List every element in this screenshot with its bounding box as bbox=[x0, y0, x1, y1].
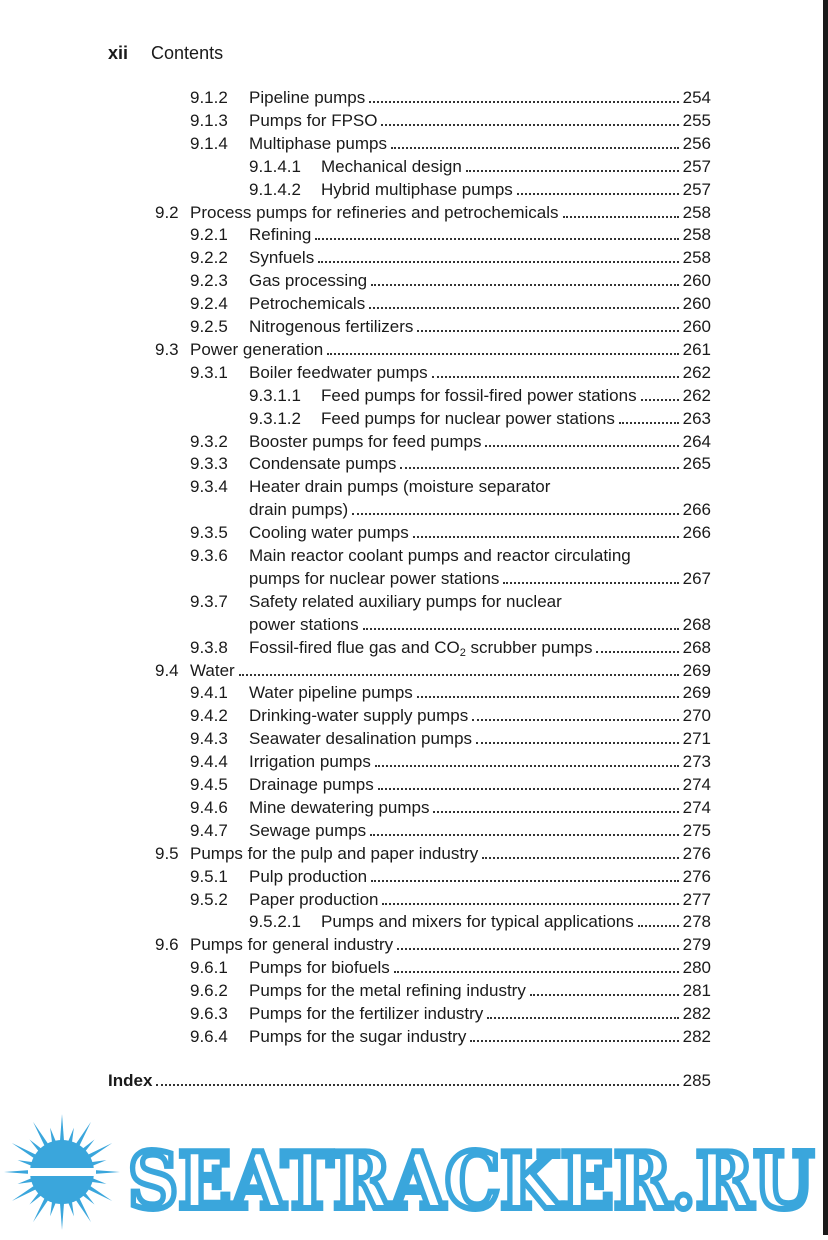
dot-leader bbox=[400, 452, 678, 469]
toc-entry-number: 9.6.3 bbox=[190, 1004, 228, 1023]
toc-entry-title: Pumps for the fertilizer industry bbox=[249, 1004, 484, 1023]
toc-entry-number: 9.1.3 bbox=[190, 110, 228, 130]
toc-entry-page: 282 bbox=[682, 1026, 711, 1046]
toc-entry[interactable] bbox=[190, 704, 711, 727]
sun-ray bbox=[33, 1122, 49, 1147]
toc-entry-page: 276 bbox=[682, 866, 711, 886]
page-edge bbox=[823, 0, 828, 1235]
toc-entry[interactable] bbox=[190, 315, 711, 338]
toc-entry[interactable] bbox=[190, 361, 711, 384]
toc-entry-number: 9.4.5 bbox=[190, 775, 228, 794]
toc-entry-title: drain pumps) bbox=[249, 500, 349, 520]
toc-entry[interactable] bbox=[190, 521, 711, 544]
dot-leader bbox=[517, 178, 679, 195]
toc-entry-number: 9.1.4.2 bbox=[249, 179, 301, 199]
toc-entry-title: Hybrid multiphase pumps bbox=[321, 179, 513, 199]
toc-entry-title: Drainage pumps bbox=[249, 775, 374, 794]
toc-entry-title: Boiler feedwater pumps bbox=[249, 362, 428, 382]
dot-leader bbox=[369, 292, 678, 309]
toc-entry-page: 273 bbox=[682, 752, 711, 772]
sun-ray bbox=[87, 1185, 112, 1201]
toc-entry-page: 270 bbox=[682, 706, 711, 726]
toc-entry-title: Paper production bbox=[249, 889, 379, 909]
toc-entry-title: Pumps and mixers for typical applications bbox=[321, 912, 634, 932]
toc-entry[interactable] bbox=[190, 590, 711, 613]
dot-leader bbox=[503, 567, 678, 584]
dot-leader bbox=[378, 773, 679, 790]
toc-entry-title: Water bbox=[190, 660, 235, 680]
toc-entry[interactable] bbox=[249, 178, 711, 201]
dot-leader bbox=[596, 636, 678, 653]
toc-entry-title: Feed pumps for nuclear power stations bbox=[321, 408, 615, 428]
dot-leader bbox=[318, 246, 678, 263]
toc-entry-number: 9.1.4 bbox=[190, 133, 228, 153]
toc-entry-title: Gas processing bbox=[249, 271, 368, 291]
toc-entry-number: 9.2.3 bbox=[190, 271, 228, 291]
toc-entry-title bbox=[249, 636, 592, 659]
sun-ray bbox=[60, 1114, 64, 1142]
toc-entry-page: 255 bbox=[682, 110, 711, 130]
toc-entry-page: 258 bbox=[682, 225, 711, 245]
toc-entry-number: 9.3.1.2 bbox=[249, 408, 301, 428]
toc-entry[interactable] bbox=[190, 475, 711, 498]
toc-entry[interactable] bbox=[190, 132, 711, 155]
toc-entry-page: 279 bbox=[682, 935, 711, 955]
toc-entry-title: Pumps for FPSO bbox=[249, 110, 378, 130]
toc-entry-title: power stations bbox=[249, 614, 359, 634]
toc-entry-page: 263 bbox=[682, 408, 711, 428]
toc-entry[interactable] bbox=[155, 933, 711, 956]
toc-entry-title-text: Fossil-fired flue gas and CO bbox=[249, 637, 460, 657]
toc-entry[interactable] bbox=[190, 956, 711, 979]
toc-entry[interactable] bbox=[190, 796, 711, 819]
dot-leader bbox=[432, 361, 679, 378]
toc-entry-number: 9.3.1.1 bbox=[249, 385, 301, 405]
toc-entry[interactable] bbox=[190, 888, 711, 911]
toc-entry-number: 9.3.8 bbox=[190, 637, 228, 657]
toc-entry-number: 9.2.5 bbox=[190, 317, 228, 336]
toc-entry[interactable] bbox=[190, 727, 711, 750]
toc-entry-title: Pumps for the pulp and paper industry bbox=[190, 843, 479, 863]
dot-leader bbox=[638, 910, 679, 927]
toc-entry-number: 9.6.4 bbox=[190, 1026, 228, 1046]
toc-entry[interactable] bbox=[190, 544, 711, 567]
page-header bbox=[108, 40, 223, 66]
dot-leader bbox=[417, 315, 678, 332]
toc-entry[interactable] bbox=[155, 659, 711, 682]
watermark bbox=[0, 1112, 828, 1235]
toc-entry-page: 262 bbox=[682, 385, 711, 405]
dot-leader bbox=[417, 681, 679, 698]
toc-entry-page: 282 bbox=[682, 1004, 711, 1023]
toc-entry-number: 9.5.2.1 bbox=[249, 912, 301, 932]
toc-entry-number: 9.1.2 bbox=[190, 88, 228, 107]
toc-entry-page: 278 bbox=[682, 912, 711, 932]
subscript: 2 bbox=[459, 646, 466, 659]
toc-entry[interactable] bbox=[190, 681, 711, 704]
sun-ray bbox=[12, 1143, 37, 1159]
toc-entry-number: 9.3 bbox=[155, 339, 179, 359]
toc-entry-number: 9.3.3 bbox=[190, 454, 228, 474]
toc-entry[interactable] bbox=[249, 407, 711, 430]
sun-ray bbox=[75, 1122, 91, 1147]
toc-entry-number: 9.5 bbox=[155, 843, 179, 863]
toc-entry-title: Cooling water pumps bbox=[249, 523, 409, 543]
toc-entry-title: Sewage pumps bbox=[249, 820, 367, 840]
dot-leader bbox=[472, 704, 678, 721]
dot-leader bbox=[371, 865, 678, 882]
toc-entry-page: 269 bbox=[682, 683, 711, 703]
dot-leader bbox=[369, 86, 678, 103]
toc-entry[interactable] bbox=[190, 865, 711, 888]
toc-entry-page: 281 bbox=[682, 981, 711, 1001]
sun-ray bbox=[4, 1170, 32, 1174]
dot-leader bbox=[394, 956, 679, 973]
toc-entry-page: 264 bbox=[682, 431, 711, 451]
toc-entry-page: 277 bbox=[682, 889, 711, 909]
toc-entry-page: 266 bbox=[682, 500, 711, 520]
dot-leader bbox=[530, 979, 679, 996]
watermark-text: SEATRACKER.RU bbox=[128, 1136, 814, 1227]
dot-leader bbox=[391, 132, 679, 149]
dot-leader bbox=[619, 407, 679, 424]
toc-entry-number: 9.2 bbox=[155, 202, 179, 222]
dot-leader bbox=[381, 109, 678, 126]
sun-ray bbox=[75, 1197, 91, 1222]
toc-entry-index[interactable] bbox=[108, 1069, 711, 1092]
toc-entry-title: Pumps for biofuels bbox=[249, 958, 390, 978]
toc-entry-page: 265 bbox=[682, 454, 711, 474]
toc-entry-title: Safety related auxiliary pumps for nuclear bbox=[249, 591, 562, 611]
sun-logo-icon bbox=[4, 1114, 120, 1230]
toc-entry[interactable] bbox=[249, 384, 711, 407]
dot-leader bbox=[482, 842, 678, 859]
dot-leader bbox=[487, 1002, 678, 1019]
dot-leader bbox=[352, 498, 678, 515]
toc-entry-number: 9.4.1 bbox=[190, 683, 228, 703]
toc-entry-title: Process pumps for refineries and petrochemicals bbox=[190, 202, 559, 222]
toc-entry-page: 258 bbox=[682, 202, 711, 222]
toc-entry[interactable] bbox=[190, 819, 711, 842]
toc-entry-page: 268 bbox=[682, 614, 711, 634]
toc-entry-continuation[interactable] bbox=[249, 567, 711, 590]
toc-entry-number: 9.6.2 bbox=[190, 981, 228, 1001]
toc-entry[interactable] bbox=[190, 636, 711, 659]
toc-entry-page: 256 bbox=[682, 133, 711, 153]
toc-entry[interactable] bbox=[190, 246, 711, 269]
toc-entry-title: Mechanical design bbox=[321, 156, 462, 176]
toc-entry-title: Refining bbox=[249, 225, 312, 245]
toc-entry-title: Pumps for the sugar industry bbox=[249, 1026, 467, 1046]
toc-entry-page: 285 bbox=[682, 1071, 711, 1090]
toc-entry-title: Main reactor coolant pumps and reactor circulating bbox=[249, 546, 631, 565]
toc-entry-page: 257 bbox=[682, 156, 711, 176]
toc-entry[interactable] bbox=[190, 1002, 711, 1025]
toc-entry-title: Pumps for general industry bbox=[190, 935, 394, 955]
toc-entry-page: 260 bbox=[682, 271, 711, 291]
toc-entry-number: 9.2.4 bbox=[190, 294, 228, 314]
dot-leader bbox=[156, 1069, 678, 1086]
toc-entry-number: 9.3.2 bbox=[190, 431, 228, 451]
toc-entry-page: 274 bbox=[682, 797, 711, 817]
toc-entry-page: 262 bbox=[682, 362, 711, 382]
toc-entry[interactable] bbox=[190, 979, 711, 1002]
dot-leader bbox=[382, 888, 678, 905]
toc-entry[interactable] bbox=[190, 430, 711, 453]
toc-entry[interactable] bbox=[190, 452, 711, 475]
dot-leader bbox=[371, 269, 679, 286]
dot-leader bbox=[315, 223, 678, 240]
dot-leader bbox=[370, 819, 678, 836]
toc-entry-number: 9.4.3 bbox=[190, 729, 228, 749]
toc-entry-page: 269 bbox=[682, 660, 711, 680]
dot-leader bbox=[433, 796, 678, 813]
toc-entry-page: 260 bbox=[682, 317, 711, 336]
toc-entry[interactable] bbox=[190, 86, 711, 109]
toc-entry-title: Feed pumps for fossil-fired power stations bbox=[321, 385, 637, 405]
toc-entry-title: Pipeline pumps bbox=[249, 88, 366, 107]
sun-ray bbox=[92, 1170, 120, 1174]
dot-leader bbox=[641, 384, 679, 401]
toc-entry-title: Heater drain pumps (moisture separator bbox=[249, 477, 551, 497]
dot-leader bbox=[239, 659, 679, 676]
toc-entry-number: 9.6 bbox=[155, 935, 179, 955]
toc-entry-page: 275 bbox=[682, 820, 711, 840]
dot-leader bbox=[413, 521, 679, 538]
toc-entry-page: 260 bbox=[682, 294, 711, 314]
toc-entry-number: 9.5.2 bbox=[190, 889, 228, 909]
toc-entry-number: 9.4.4 bbox=[190, 752, 228, 772]
toc-entry-title: Index bbox=[108, 1071, 153, 1090]
toc-entry-title: Pulp production bbox=[249, 866, 368, 886]
toc-entry[interactable] bbox=[155, 842, 711, 865]
toc-entry-number: 9.3.1 bbox=[190, 362, 228, 382]
toc-entry[interactable] bbox=[249, 910, 711, 933]
toc-entry-number: 9.4.6 bbox=[190, 797, 228, 817]
toc-entry-page: 267 bbox=[682, 568, 711, 588]
toc-entry-number: 9.3.4 bbox=[190, 477, 228, 497]
toc-entry-title: Synfuels bbox=[249, 248, 315, 268]
toc-entry-number: 9.3.7 bbox=[190, 591, 228, 611]
toc-entry-continuation[interactable] bbox=[249, 613, 711, 636]
dot-leader bbox=[327, 338, 678, 355]
toc-entry-page: 266 bbox=[682, 523, 711, 543]
toc-entry-title: Multiphase pumps bbox=[249, 133, 387, 153]
dot-leader bbox=[375, 750, 679, 767]
toc-entry[interactable] bbox=[190, 109, 711, 132]
toc-entry-title: Petrochemicals bbox=[249, 294, 366, 314]
toc-entry[interactable] bbox=[155, 338, 711, 361]
toc-entry-page: 274 bbox=[682, 775, 711, 794]
toc-entry-title: Drinking-water supply pumps bbox=[249, 706, 469, 726]
toc-entry-title: Power generation bbox=[190, 339, 324, 359]
header-page-number: xii bbox=[108, 43, 129, 63]
toc-entry-number: 9.1.4.1 bbox=[249, 156, 301, 176]
toc-entry-title: Water pipeline pumps bbox=[249, 683, 413, 703]
sun-ray bbox=[33, 1197, 49, 1222]
toc-entry-number: 9.4.7 bbox=[190, 820, 228, 840]
dot-leader bbox=[485, 430, 678, 447]
dot-leader bbox=[397, 933, 678, 950]
toc-entry-page: 280 bbox=[682, 958, 711, 978]
toc-entry[interactable] bbox=[190, 750, 711, 773]
toc-entry-page: 276 bbox=[682, 843, 711, 863]
toc-entry-title: Mine dewatering pumps bbox=[249, 797, 430, 817]
toc-entry-page: 258 bbox=[682, 248, 711, 268]
toc-entry-title: Condensate pumps bbox=[249, 454, 397, 474]
toc-entry-number: 9.4.2 bbox=[190, 706, 228, 726]
toc-entry-number: 9.5.1 bbox=[190, 866, 228, 886]
dot-leader bbox=[466, 155, 679, 172]
sun-band bbox=[28, 1168, 96, 1176]
toc-entry-title: Nitrogenous fertilizers bbox=[249, 317, 414, 336]
dot-leader bbox=[476, 727, 679, 744]
toc-entry-number: 9.3.5 bbox=[190, 523, 228, 543]
sun-ray bbox=[12, 1185, 37, 1201]
toc-entry-page: 271 bbox=[682, 729, 711, 749]
watermark-graphic bbox=[0, 1112, 828, 1235]
toc-entry-number: 9.2.1 bbox=[190, 225, 228, 245]
toc-entry-page: 261 bbox=[682, 339, 711, 359]
toc-entry-page: 254 bbox=[682, 88, 711, 107]
toc-entry[interactable] bbox=[190, 223, 711, 246]
toc-entry[interactable] bbox=[155, 201, 711, 224]
dot-leader bbox=[363, 613, 679, 630]
toc-entry[interactable] bbox=[190, 773, 711, 796]
toc-entry-number: 9.3.6 bbox=[190, 546, 228, 565]
toc-entry-title: Booster pumps for feed pumps bbox=[249, 431, 482, 451]
toc-entry-title: pumps for nuclear power stations bbox=[249, 568, 500, 588]
toc-entry[interactable] bbox=[249, 155, 711, 178]
toc-entry-page: 257 bbox=[682, 179, 711, 199]
dot-leader bbox=[470, 1025, 678, 1042]
toc-entry-number: 9.2.2 bbox=[190, 248, 228, 268]
toc-entry-page: 268 bbox=[682, 637, 711, 657]
sun-ray bbox=[60, 1202, 64, 1230]
toc-entry-number: 9.6.1 bbox=[190, 958, 228, 978]
toc-entry[interactable] bbox=[190, 269, 711, 292]
toc-entry-title: Irrigation pumps bbox=[249, 752, 371, 772]
toc-entry-number: 9.4 bbox=[155, 660, 179, 680]
header-title: Contents bbox=[151, 43, 224, 63]
sun-ray bbox=[87, 1143, 112, 1159]
toc-entry-title: Seawater desalination pumps bbox=[249, 729, 473, 749]
toc-entry-title: Pumps for the metal refining industry bbox=[249, 981, 526, 1001]
toc-entry[interactable] bbox=[190, 292, 711, 315]
toc-entry-continuation[interactable] bbox=[249, 498, 711, 521]
toc-entry-title-text: scrubber pumps bbox=[465, 637, 593, 657]
toc-entry[interactable] bbox=[190, 1025, 711, 1048]
dot-leader bbox=[563, 201, 679, 218]
